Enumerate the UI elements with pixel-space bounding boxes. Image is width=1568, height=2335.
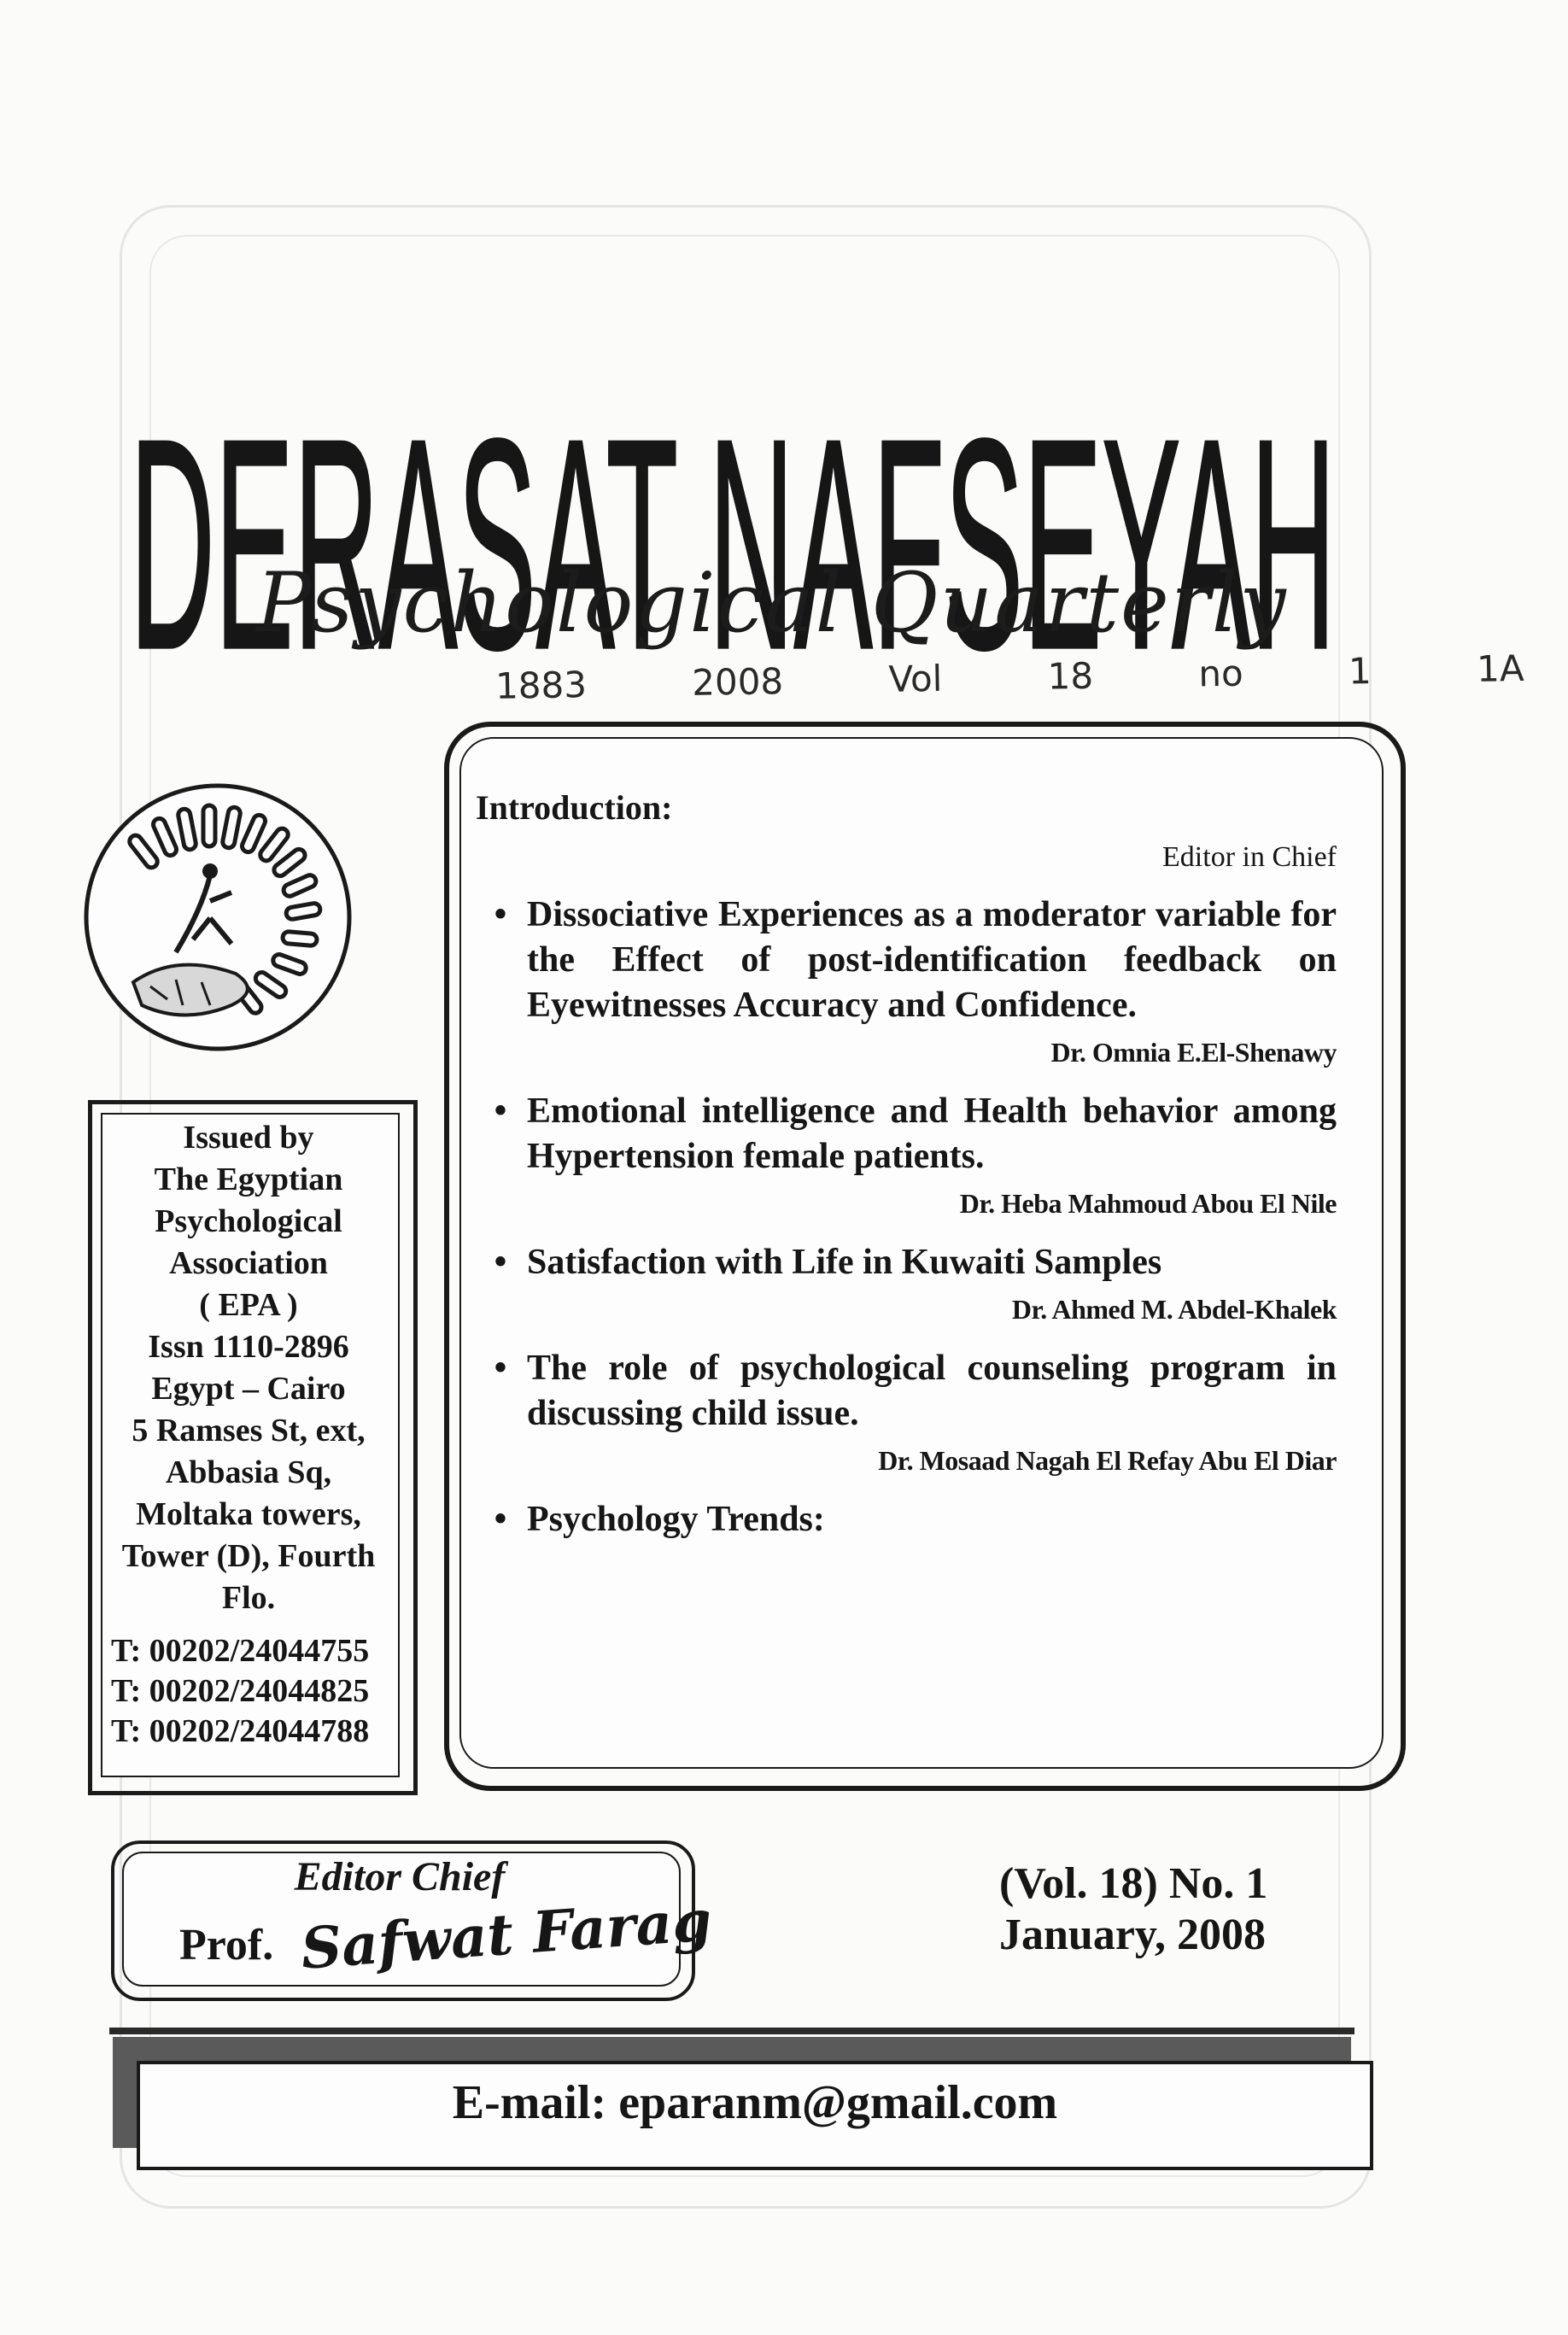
journal-subtitle: Psychological Quarterly (256, 555, 1288, 651)
article-author: Dr. Mosaad Nagah El Refay Abu El Diar (878, 1445, 1337, 1476)
introduction-heading: Introduction: (476, 788, 673, 827)
contents-entry (474, 1346, 1337, 1477)
article-title: Dissociative Experiences as a moderator variable for the Effect of post-identification feedback on Eyewitnesses Accuracy and Confidence. (527, 895, 1337, 1025)
issuer-line: Tower (D), Fourth (121, 1538, 376, 1574)
editor-title-prefix: Prof. (179, 1921, 274, 1969)
phone-number: T: 00202/24044825 (111, 1673, 370, 1709)
bullet-icon: • (494, 1243, 507, 1282)
bullet-icon: • (494, 1349, 507, 1388)
bullet-icon: • (494, 1091, 507, 1131)
contents-entry (474, 1240, 1337, 1326)
issuer-line: Issued by (183, 1120, 314, 1156)
article-title: Satisfaction with Life in Kuwaiti Samples (527, 1243, 1162, 1282)
article-author: Dr. Ahmed M. Abdel-Khalek (1011, 1294, 1337, 1325)
issuer-line: ( EPA ) (199, 1287, 298, 1323)
issuer-line: Flo. (221, 1580, 276, 1616)
banner-edge (109, 2028, 1354, 2034)
issuer-line: Egypt – Cairo (151, 1371, 346, 1407)
article-author: Dr. Omnia E.El-Shenawy (1050, 1037, 1337, 1068)
contents-entry (474, 1089, 1337, 1220)
issuer-address (101, 1117, 396, 1619)
article-title: Emotional intelligence and Health behavior among Hypertension female patients. (527, 1091, 1337, 1176)
issuer-line: The Egyptian (154, 1162, 343, 1197)
handwritten-catalog-note: 1883 2008 Vol 18 no 1 1A (494, 647, 1524, 707)
article-title: Psychology Trends: (527, 1500, 825, 1539)
egyptian-psychological-association-emblem-icon (82, 781, 354, 1053)
bullet-icon: • (494, 895, 507, 934)
contact-email: E-mail: eparanm@gmail.com (452, 2076, 1058, 2129)
issuer-line: Abbasia Sq, (165, 1454, 332, 1490)
issue-info (999, 1858, 1267, 1961)
article-title: The role of psychological counseling program in discussing child issue. (527, 1349, 1337, 1433)
editor-chief-label: Editor Chief (294, 1854, 506, 1899)
introduction-author: Editor in Chief (1162, 841, 1337, 873)
issue-date: January, 2008 (999, 1911, 1267, 1959)
contents-entry (474, 892, 1337, 1068)
journal-title-text: DERASAT NAFSEYAH (129, 377, 1337, 711)
issuer-line: 5 Ramses St, ext, (132, 1413, 366, 1448)
bullet-icon: • (494, 1500, 507, 1539)
article-author: Dr. Heba Mahmoud Abou El Nile (959, 1188, 1337, 1219)
volume-number: (Vol. 18) No. 1 (999, 1859, 1268, 1908)
phone-number: T: 00202/24044755 (111, 1633, 370, 1669)
issuer-line: Moltaka towers, (136, 1496, 361, 1532)
editor-signature: Safwat Farag (298, 1887, 714, 1982)
issuer-line: Psychological (155, 1203, 342, 1239)
issuer-phones (111, 1631, 393, 1752)
table-of-contents (474, 787, 1337, 1542)
phone-number: T: 00202/24044788 (111, 1713, 370, 1749)
contents-entry (474, 1497, 1337, 1542)
issuer-line: Association (169, 1245, 328, 1281)
issuer-line: Issn 1110-2896 (148, 1329, 349, 1365)
